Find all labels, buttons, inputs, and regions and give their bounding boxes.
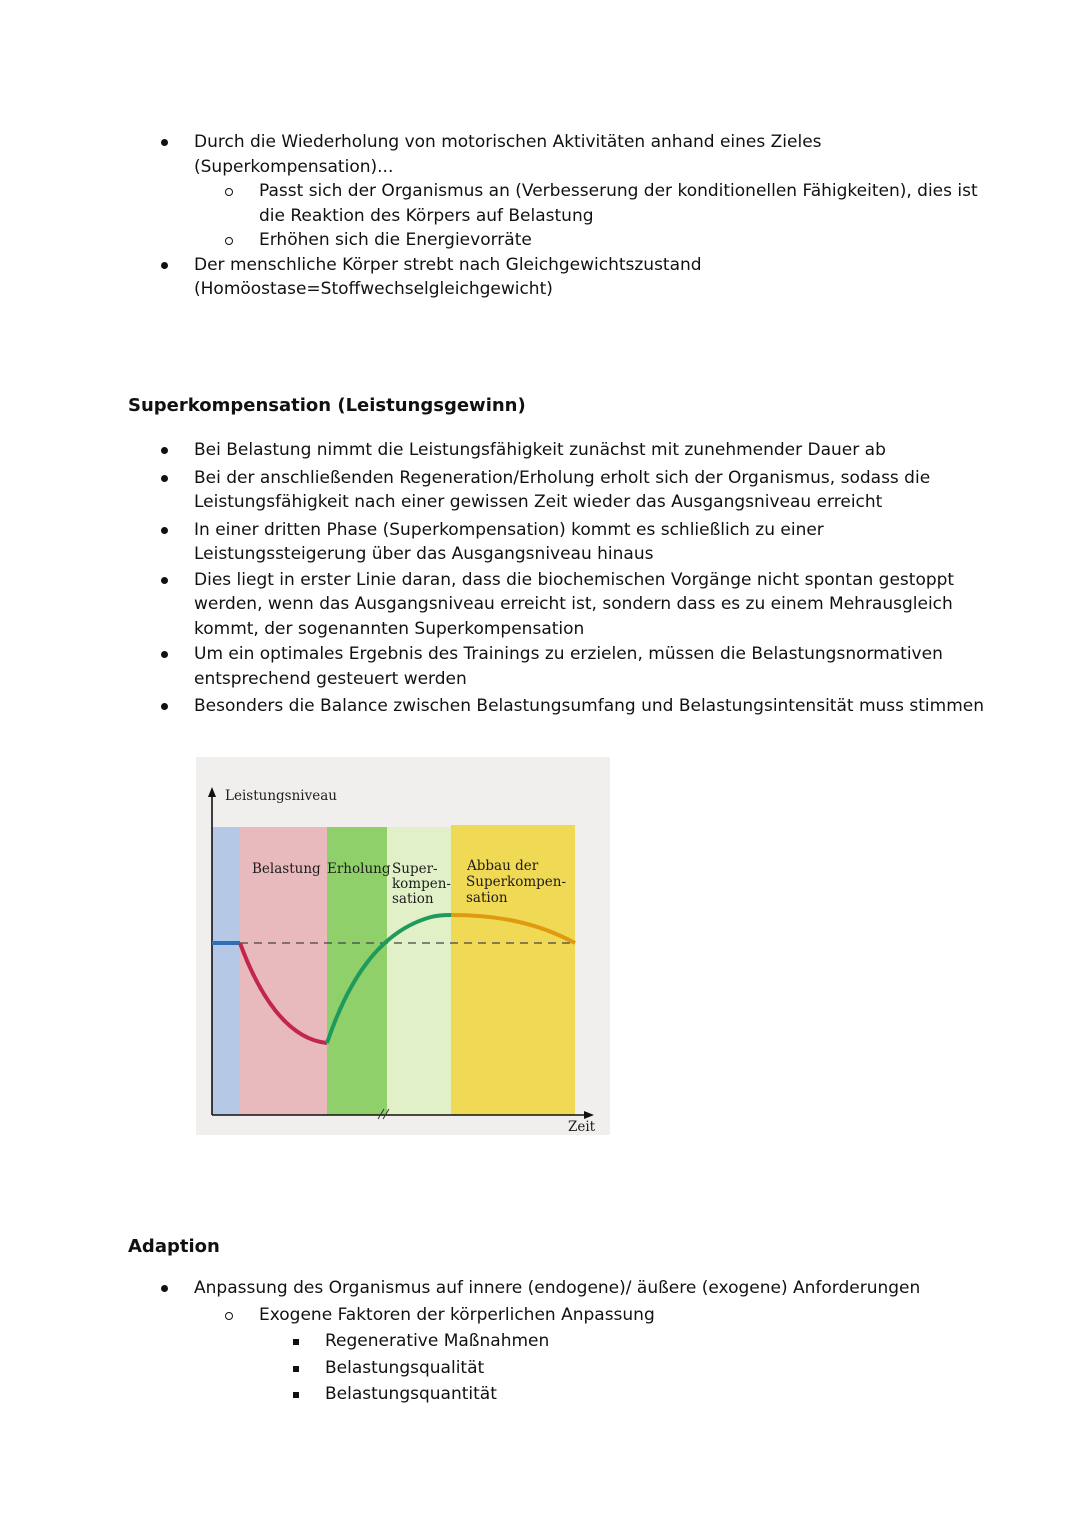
sub-list-item: Exogene Faktoren der körperlichen Anpassung Regenerative Maßnahmen Belastungsqualität Belastungsquantität	[259, 1303, 1000, 1407]
list-item: Bei Belastung nimmt die Leistungsfähigkeit zunächst mit zunehmender Dauer ab	[194, 438, 1000, 463]
sub-list-item: Passt sich der Organismus an (Verbesserung der konditionellen Fähigkeiten), dies ist die Reaktion des Körpers auf Belastung	[259, 179, 1000, 228]
section-heading-superkompensation: Superkompensation (Leistungsgewinn)	[128, 395, 526, 416]
bullet-dot	[161, 262, 168, 269]
phase-start-band	[212, 827, 240, 1115]
phase-label-superkompensation-3: sation	[392, 891, 434, 907]
bullet-circle	[225, 188, 233, 196]
x-axis-label: Zeit	[568, 1119, 596, 1135]
superkompensation-list	[0, 438, 1000, 720]
bullet-dot	[161, 139, 168, 146]
bullet-circle	[225, 237, 233, 245]
list-item: Der menschliche Körper strebt nach Gleichgewichtszustand (Homöostase=Stoffwechselgleichgewicht)	[194, 253, 1000, 302]
sub-list-item: Erhöhen sich die Energievorräte	[259, 228, 1000, 253]
phase-label-belastung: Belastung	[252, 861, 321, 877]
phase-label-erholung: Erholung	[327, 861, 391, 877]
list-item: Besonders die Balance zwischen Belastungsumfang und Belastungsintensität muss stimmen	[194, 694, 1000, 719]
superkompensation-diagram	[196, 757, 610, 1135]
phase-label-superkompensation-2: kompen-	[392, 876, 451, 892]
x-axis-arrow-icon	[584, 1111, 594, 1119]
bullet-dot	[161, 577, 168, 584]
phase-label-abbau-2: Superkompen-	[466, 874, 567, 890]
section-heading-adaption: Adaption	[128, 1236, 220, 1257]
bullet-dot	[161, 703, 168, 710]
bullet-dot	[161, 527, 168, 534]
y-axis-arrow-icon	[208, 787, 216, 797]
bullet-dot	[161, 651, 168, 658]
list-item: Anpassung des Organismus auf innere (endogene)/ äußere (exogene) Anforderungen Exogene Faktoren der körperlichen Anpassung Regenerative Maßnahmen Belastungsqualität Belastungsquantität	[194, 1276, 1000, 1407]
list-item: Dies liegt in erster Linie daran, dass die biochemischen Vorgänge nicht spontan gestoppt werden, wenn das Ausgangsniveau erreicht ist, sondern dass es zu einem Mehrausgleich kommt, der sogenannten Superkompensation	[194, 568, 1000, 642]
sub-sub-list-item: Regenerative Maßnahmen	[325, 1329, 1000, 1354]
bullet-dot	[161, 447, 168, 454]
y-axis-label: Leistungsniveau	[225, 788, 337, 804]
phase-label-superkompensation-1: Super-	[392, 861, 438, 877]
sub-sub-list-item: Belastungsquantität	[325, 1382, 1000, 1407]
sub-sub-list-item: Belastungsqualität	[325, 1356, 1000, 1381]
bullet-square	[293, 1339, 299, 1345]
list-item: Durch die Wiederholung von motorischen Aktivitäten anhand eines Zieles (Superkompensation)... Passt sich der Organismus an (Verbesserung der konditionellen Fähigkeiten), dies ist die Reaktion des Körpers auf Belastung Erhöhen sich die Energievorräte	[194, 130, 1000, 253]
intro-list	[0, 130, 1000, 302]
adaption-list	[0, 1276, 1000, 1407]
bullet-circle	[225, 1312, 233, 1320]
list-item: Bei der anschließenden Regeneration/Erholung erholt sich der Organismus, sodass die Leistungsfähigkeit nach einer gewissen Zeit wieder das Ausgangsniveau erreicht	[194, 466, 1000, 515]
list-item: Um ein optimales Ergebnis des Trainings zu erzielen, müssen die Belastungsnormativen entsprechend gesteuert werden	[194, 642, 1000, 691]
bullet-square	[293, 1366, 299, 1372]
bullet-dot	[161, 1285, 168, 1292]
bullet-dot	[161, 475, 168, 482]
list-item: In einer dritten Phase (Superkompensation) kommt es schließlich zu einer Leistungssteigerung über das Ausgangsniveau hinaus	[194, 518, 1000, 567]
diagram-svg	[196, 757, 610, 1135]
phase-label-abbau-3: sation	[466, 890, 508, 906]
bullet-square	[293, 1392, 299, 1398]
phase-label-abbau-1: Abbau der	[467, 858, 539, 874]
